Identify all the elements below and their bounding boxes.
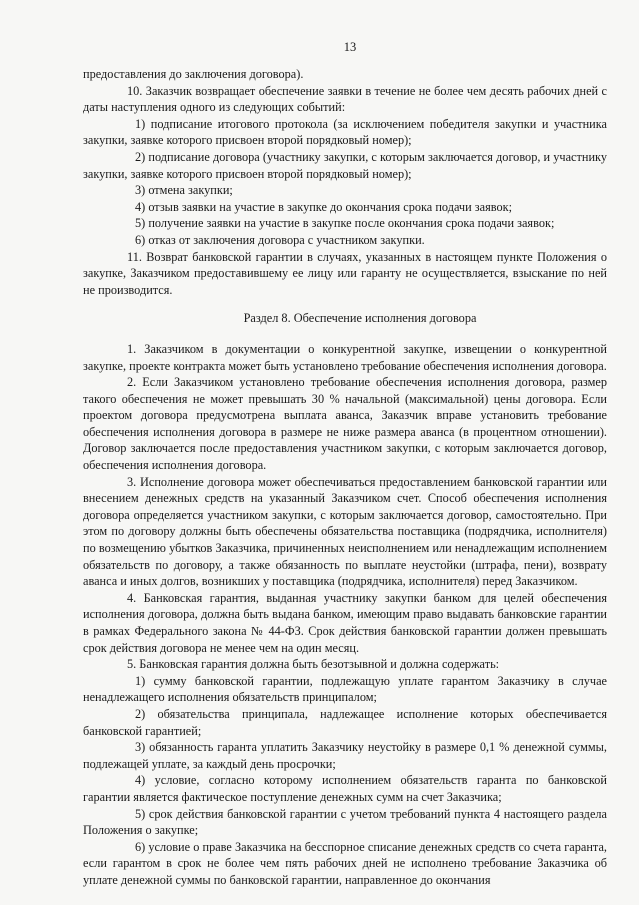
p5-item-4: 4) условие, согласно которому исполнением обязательств гаранта по банковской гарантии является фактическое поступление денежных сумм на счет Заказчика; <box>83 773 607 804</box>
p10-item-2: 2) подписание договора (участнику закупки, с которым заключается договор, и участнику закупки, заявке которого присвоен второй порядковый номер); <box>83 149 607 181</box>
section8-paragraph-4: 4. Банковская гарантия, выданная участнику закупки банком для целей обеспечения исполнения договора, должна быть выдана банком, имеющим право выдавать банковские гарантии в рамках Федерального закона № 44-ФЗ. Срок действия банковской гарантии должен превышать срок действия договора не менее чем на один месяц. <box>83 590 607 655</box>
section8-paragraph-5: 5. Банковская гарантия должна быть безотзывной и должна содержать: <box>127 657 500 672</box>
section8-paragraph-3: 3. Исполнение договора может обеспечиваться предоставлением банковской гарантии или внесением денежных средств на указанный Заказчиком счет. Способ обеспечения исполнения договора определяется участником закупки, с которым заключается договор, самостоятельно. При этом по договору должны быть обеспечены обязательства поставщика (подрядчика, исполнителя) по возмещению убытков Заказчика, причиненных неисполнением или ненадлежащим исполнением обязательств по договору, а также обязанность по выплате неустойки (штрафа, пени), возврату аванса и иных долгов, возникших у поставщика (подрядчика, исполнителя) перед Заказчиком. <box>83 474 607 589</box>
p5-item-3: 3) обязанность гаранта уплатить Заказчику неустойку в размере 0,1 % денежной суммы, подлежащей уплате, за каждый день просрочки; <box>83 740 607 771</box>
paragraph-10: 10. Заказчик возвращает обеспечение заявки в течение не более чем десять рабочих дней с даты наступления одного из следующих событий: <box>83 83 607 115</box>
continuation-text: предоставления до заключения договора). <box>83 67 304 81</box>
p5-item-6: 6) условие о праве Заказчика на бесспорное списание денежных средств со счета гаранта, если гарантом в срок не более чем пять рабочих дней не исполнено требование Заказчика об уплате денежной суммы по банковской гарантии, направленное до окончания <box>83 839 607 887</box>
p10-item-5: 5) получение заявки на участие в закупке после окончания срока подачи заявок; <box>135 216 555 231</box>
section8-paragraph-1: 1. Заказчиком в документации о конкурентной закупке, извещении о конкурентной закупке, проекте контракта может быть установлено требование обеспечения исполнения договора. <box>83 341 607 373</box>
section-8-title: Раздел 8. Обеспечение исполнения договора <box>243 311 477 326</box>
p10-item-4: 4) отзыв заявки на участие в закупке до окончания срока подачи заявок; <box>135 199 512 214</box>
p10-item-3: 3) отмена закупки; <box>135 183 233 198</box>
paragraph-11: 11. Возврат банковской гарантии в случаях, указанных в настоящем пункте Положения о закупке, Заказчиком предоставившему ее лицу или гаранту не осуществляется, взыскание по ней не производится. <box>83 249 607 297</box>
p10-item-1: 1) подписание итогового протокола (за исключением победителя закупки и участника закупки, заявке которого присвоен второй порядковый номер); <box>83 116 607 148</box>
section8-paragraph-2: 2. Если Заказчиком установлено требование обеспечения исполнения договора, размер такого обеспечения не может превышать 30 % начальной (максимальной) цены договора. Если проектом договора предусмотрена выплата аванса, Заказчик вправе установить требование обеспечения исполнения договора в размере не ниже размера аванса (в процентном отношении). Договор заключается после предоставления участником закупки, с которым заключается договор, обеспечения исполнения договора. <box>83 375 607 473</box>
p5-item-5: 5) срок действия банковской гарантии с учетом требований пункта 4 настоящего раздела Положения о закупке; <box>83 806 607 838</box>
p5-item-1: 1) сумму банковской гарантии, подлежащую уплате гарантом Заказчику в случае ненадлежащего исполнения обязательств принципалом; <box>83 673 607 705</box>
p5-item-2: 2) обязательства принципала, надлежащее исполнение которых обеспечивается банковской гарантией; <box>83 706 607 738</box>
p10-item-6: 6) отказ от заключения договора с участником закупки. <box>135 232 425 247</box>
page-number: 13 <box>343 40 357 54</box>
